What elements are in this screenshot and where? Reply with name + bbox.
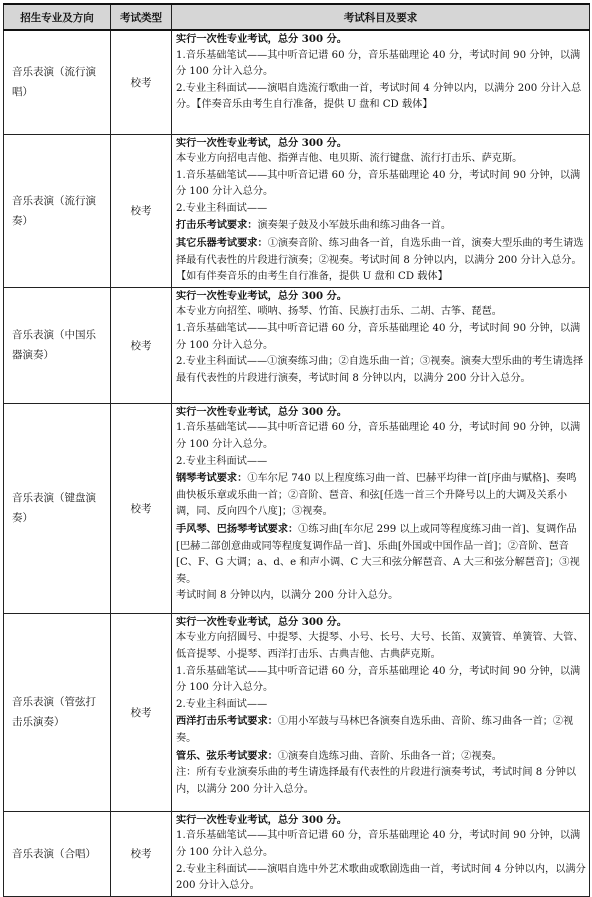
requirement-line: 2.专业主科面试——演唱自选中外艺术歌曲或歌剧选曲一首，考试时间 4 分钟以内，以满分 200 分计入总分。 <box>176 863 586 892</box>
program-direction: 音乐表演（流行演奏） <box>4 134 111 287</box>
exam-requirements <box>172 403 590 613</box>
requirement-line: 实行一次性专业考试，总分 300 分。 <box>176 405 347 418</box>
requirement-label: 其它乐器考试要求： <box>176 237 268 250</box>
requirement-label: 钢琴考试要求： <box>176 472 248 485</box>
requirement-line: 注：所有专业演奏乐曲的考生请选择最有代表性的片段进行演奏考试，考试时间 8 分钟以内，以满分 200 分计入总分。 <box>176 767 577 795</box>
requirement-line: 实行一次性专业考试，总分 300 分。 <box>176 615 347 628</box>
exam-type: 校考 <box>111 811 172 896</box>
requirement-line: 1.音乐基础笔试——其中听音记谱 60 分，音乐基础理论 40 分，考试时间 90 分钟，以满分 100 分计入总分。 <box>176 323 581 351</box>
table-body <box>4 30 590 896</box>
requirement-line <box>176 470 586 521</box>
requirement-text: ①练习曲[车尔尼 299 以上或同等程度练习曲一首]、复调作品[巴赫二部创意曲或同等程度复调作品一首]、乐曲[外国或中国作品一首]；②音阶、琶音[C、F、G 大调；a、d、e 和声小调、C 大三和弦分解琶音、A 大三和弦分解琶音]；③视奏。 <box>176 524 580 585</box>
requirement-label: 西洋打击乐考试要求： <box>176 715 278 728</box>
exam-requirements <box>172 30 590 134</box>
requirement-line: 实行一次性专业考试，总分 300 分。 <box>176 289 347 302</box>
header-requirements: 考试科目及要求 <box>172 4 590 30</box>
table-header <box>4 4 590 30</box>
admission-requirements-sheet <box>3 3 589 897</box>
requirement-line <box>176 713 586 747</box>
requirement-line: 2.专业主科面试—— <box>176 698 268 710</box>
header-exam-type: 考试类型 <box>111 4 172 30</box>
table-row <box>4 403 590 613</box>
requirement-text: 演奏架子鼓及小军鼓乐曲和练习曲各一首。 <box>257 220 452 232</box>
requirement-line <box>176 235 586 286</box>
requirement-line: 实行一次性专业考试，总分 300 分。 <box>176 813 347 826</box>
exam-requirements <box>172 287 590 403</box>
program-direction: 音乐表演（管弦打击乐演奏） <box>4 613 111 811</box>
requirement-label: 管乐、弦乐考试要求： <box>176 749 278 762</box>
table-row <box>4 613 590 811</box>
requirement-line: 1.音乐基础笔试——其中听音记谱 60 分，音乐基础理论 40 分，考试时间 90 分钟，以满分 100 分计入总分。 <box>176 49 581 78</box>
requirement-text: ①演奏音阶、练习曲各一首，自选乐曲一首，演奏大型乐曲的考生请选择最有代表性的片段进行演奏；②视奏。考试时间 8 分钟以内，以满分 200 分计入总分。【如有伴奏音乐的由考生自行准备，提供 U 盘和 CD 载体】 <box>176 238 584 283</box>
requirement-text: ①演奏自选练习曲、音阶、乐曲各一首；②视奏。 <box>277 750 502 762</box>
requirement-text: ①用小军鼓与马林巴各演奏自选乐曲、音阶、练习曲各一首；②视奏。 <box>176 716 574 744</box>
exam-type: 校考 <box>111 30 172 134</box>
table-row <box>4 134 590 287</box>
requirements-table <box>3 3 590 897</box>
program-direction: 音乐表演（合唱） <box>4 811 111 896</box>
exam-type: 校考 <box>111 287 172 403</box>
program-direction: 音乐表演（键盘演奏） <box>4 403 111 613</box>
requirement-line: 本专业方向招电吉他、指弹吉他、电贝斯、流行键盘、流行打击乐、萨克斯。 <box>176 153 523 165</box>
requirement-line: 2.专业主科面试——①演奏练习曲；②自选乐曲一首；③视奏。演奏大型乐曲的考生请选择最有代表性的片段进行演奏，考试时间 8 分钟以内，以满分 200 分计入总分。 <box>176 356 584 384</box>
program-direction: 音乐表演（流行演唱） <box>4 30 111 134</box>
requirement-line: 实行一次性专业考试，总分 300 分。 <box>176 33 347 45</box>
exam-type: 校考 <box>111 403 172 613</box>
requirement-line: 1.音乐基础笔试——其中听音记谱 60 分，音乐基础理论 40 分，考试时间 90 分钟，以满分 100 分计入总分。 <box>176 665 581 694</box>
requirement-line: 1.音乐基础笔试——其中听音记谱 60 分，音乐基础理论 40 分，考试时间 90 分钟，以满分 100 分计入总分。 <box>176 169 581 198</box>
exam-type: 校考 <box>111 613 172 811</box>
requirement-line: 2.专业主科面试—— <box>176 202 268 214</box>
table-row <box>4 287 590 403</box>
header-direction: 招生专业及方向 <box>4 4 111 30</box>
requirement-line <box>176 521 586 588</box>
exam-requirements <box>172 613 590 811</box>
requirement-text: ①车尔尼 740 以上程度练习曲一首、巴赫平均律一首[序曲与赋格]、奏鸣曲快板乐章或乐曲一首；②音阶、琶音、和弦[任选一首三个升降号以上的大调及关系小调，同、反向四个八度]；③视奏。 <box>176 473 577 518</box>
requirement-line: 1.音乐基础笔试——其中听音记谱 60 分，音乐基础理论 40 分，考试时间 90 分钟，以满分 100 分计入总分。 <box>176 422 581 451</box>
exam-type: 校考 <box>111 134 172 287</box>
program-direction: 音乐表演（中国乐器演奏） <box>4 287 111 403</box>
requirement-line <box>176 217 586 235</box>
requirement-label: 手风琴、巴扬琴考试要求： <box>176 523 299 535</box>
header-row <box>4 4 590 30</box>
requirement-line: 考试时间 8 分钟以内，以满分 200 分计入总分。 <box>176 590 399 602</box>
requirement-line: 本专业方向招笙、唢呐、扬琴、竹笛、民族打击乐、二胡、古筝、琵琶。 <box>176 306 502 318</box>
requirement-line <box>176 748 586 766</box>
requirement-label: 打击乐考试要求： <box>176 219 258 232</box>
requirement-line: 2.专业主科面试—— <box>176 455 268 467</box>
requirement-line: 实行一次性专业考试，总分 300 分。 <box>176 136 347 149</box>
table-row <box>4 30 590 134</box>
requirement-line: 1.音乐基础笔试——其中听音记谱 60 分，音乐基础理论 40 分，考试时间 90 分钟，以满分 100 分计入总分。 <box>176 830 581 859</box>
exam-requirements <box>172 134 590 287</box>
requirement-line: 本专业方向招圆号、中提琴、大提琴、小号、长号、大号、长笛、双簧管、单簧管、大管、低音提琴、小提琴、西洋打击乐、古典吉他、古典萨克斯。 <box>176 632 584 661</box>
table-row <box>4 811 590 896</box>
exam-requirements <box>172 811 590 896</box>
requirement-line: 2.专业主科面试——演唱自选流行歌曲一首，考试时间 4 分钟以内，以满分 200 分计入总分。【伴奏音乐由考生自行准备，提供 U 盘和 CD 载体】 <box>176 82 582 111</box>
